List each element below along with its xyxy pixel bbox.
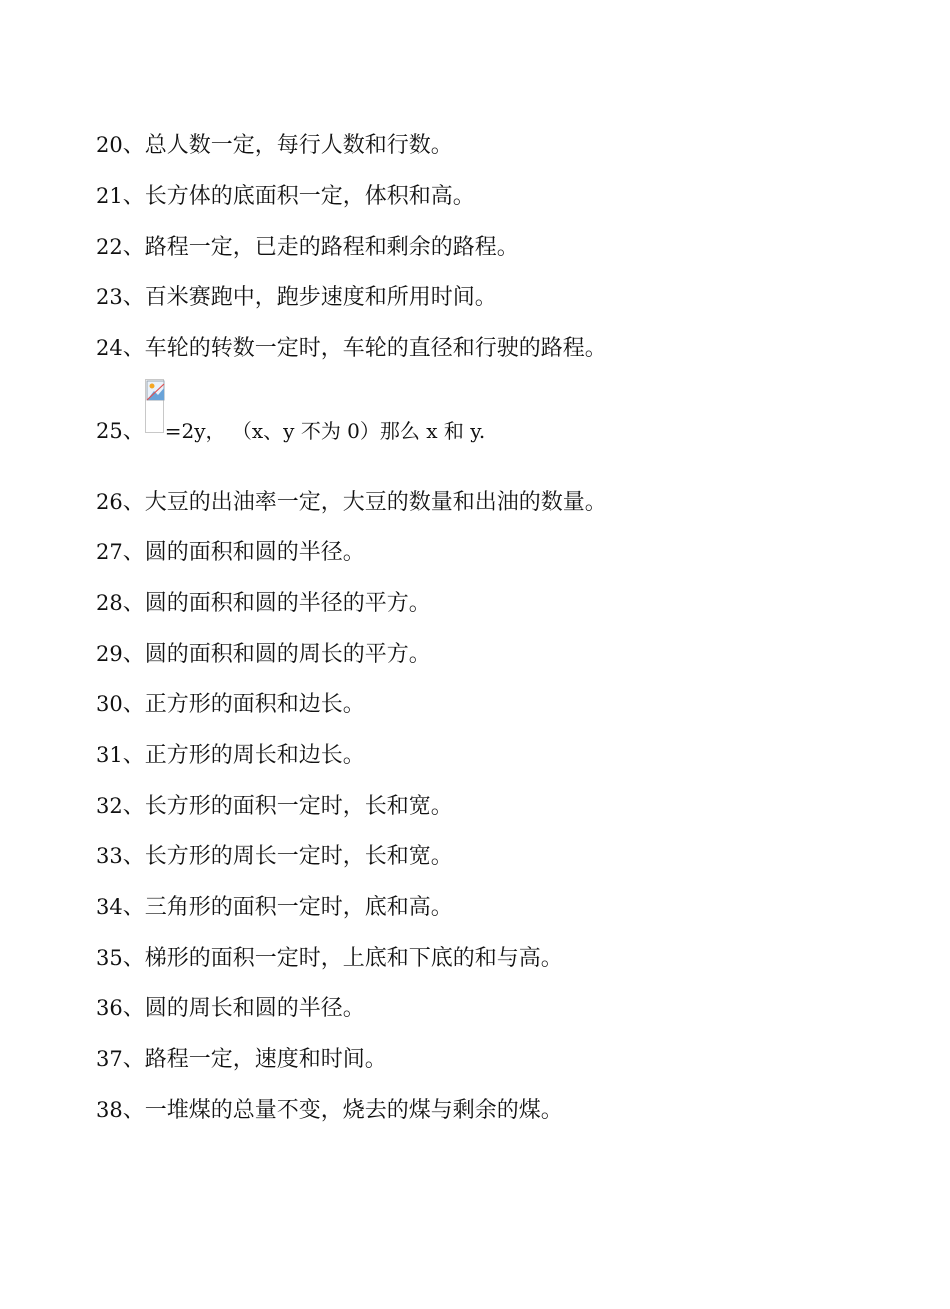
item-text: 圆的面积和圆的半径的平方。 <box>144 591 431 616</box>
item-text: 圆的周长和圆的半径。 <box>144 996 365 1021</box>
list-item <box>96 944 563 973</box>
list-item <box>96 741 365 770</box>
item-number: 31 <box>96 743 123 767</box>
item-text: 梯形的面积一定时，上底和下底的和与高。 <box>144 946 563 971</box>
item-number: 23 <box>96 285 123 309</box>
item-separator: 、 <box>122 692 145 717</box>
item-text: 长方形的面积一定时，长和宽。 <box>144 794 453 819</box>
item-text: 路程一定，已走的路程和剩余的路程。 <box>144 235 519 260</box>
item-number: 34 <box>96 895 123 919</box>
item-number: 36 <box>96 996 123 1020</box>
item-number: 28 <box>96 591 123 615</box>
item-text: 圆的面积和圆的半径。 <box>144 540 365 565</box>
item-separator: 、 <box>122 1047 145 1072</box>
item-number: 35 <box>96 946 123 970</box>
list-item <box>96 640 431 669</box>
list-item <box>96 283 497 312</box>
item-text: 车轮的转数一定时，车轮的直径和行驶的路程。 <box>144 336 607 361</box>
item-separator: 、 <box>122 1098 145 1123</box>
list-item <box>96 131 453 160</box>
item-separator: 、 <box>122 996 145 1021</box>
item-number: 27 <box>96 540 123 564</box>
item-number: 33 <box>96 844 123 868</box>
item-separator: 、 <box>122 591 145 616</box>
item-text: 大豆的出油率一定，大豆的数量和出油的数量。 <box>144 490 607 515</box>
item-separator: 、 <box>122 133 145 158</box>
item-separator: 、 <box>122 235 145 260</box>
list-item <box>96 589 431 618</box>
item-number: 21 <box>96 184 123 208</box>
item-number: 26 <box>96 490 123 514</box>
list-item <box>96 690 365 719</box>
list-item <box>96 893 453 922</box>
fraction-image <box>145 417 165 445</box>
item-text: 正方形的周长和边长。 <box>144 743 365 768</box>
item-number: 24 <box>96 336 123 360</box>
list-item <box>96 1096 563 1125</box>
item-separator: 、 <box>122 895 145 920</box>
list-item <box>96 233 519 262</box>
list-item <box>96 417 485 446</box>
item-separator: 、 <box>122 844 145 869</box>
item-text: =2y， （x、y 不为 0）那么 x 和 y. <box>164 419 486 443</box>
list-item <box>96 792 453 821</box>
list-item <box>96 488 607 517</box>
item-text: 百米赛跑中，跑步速度和所用时间。 <box>144 285 497 310</box>
list-item <box>96 1045 387 1074</box>
item-text: 路程一定，速度和时间。 <box>144 1047 387 1072</box>
list-item <box>96 994 365 1023</box>
item-separator: 、 <box>122 285 145 310</box>
item-separator: 、 <box>122 419 145 444</box>
list-item <box>96 334 607 363</box>
item-text: 正方形的面积和边长。 <box>144 692 365 717</box>
item-number: 29 <box>96 642 123 666</box>
item-number: 20 <box>96 133 123 157</box>
item-number: 25 <box>96 419 123 443</box>
item-separator: 、 <box>122 336 145 361</box>
item-separator: 、 <box>122 540 145 565</box>
item-text: 总人数一定，每行人数和行数。 <box>144 133 453 158</box>
item-text: 三角形的面积一定时，底和高。 <box>144 895 453 920</box>
item-number: 30 <box>96 692 123 716</box>
item-number: 37 <box>96 1047 123 1071</box>
item-text: 长方形的周长一定时，长和宽。 <box>144 844 453 869</box>
item-separator: 、 <box>122 490 145 515</box>
item-number: 38 <box>96 1098 123 1122</box>
item-separator: 、 <box>122 184 145 209</box>
list-item <box>96 182 475 211</box>
broken-image-icon <box>145 379 164 433</box>
item-separator: 、 <box>122 946 145 971</box>
list-item <box>96 538 365 567</box>
item-number: 32 <box>96 794 123 818</box>
item-separator: 、 <box>122 642 145 667</box>
item-number: 22 <box>96 235 123 259</box>
item-text: 长方体的底面积一定，体积和高。 <box>144 184 475 209</box>
item-text: 圆的面积和圆的周长的平方。 <box>144 642 431 667</box>
list-item <box>96 842 453 871</box>
item-separator: 、 <box>122 794 145 819</box>
item-separator: 、 <box>122 743 145 768</box>
item-text: 一堆煤的总量不变，烧去的煤与剩余的煤。 <box>144 1098 563 1123</box>
